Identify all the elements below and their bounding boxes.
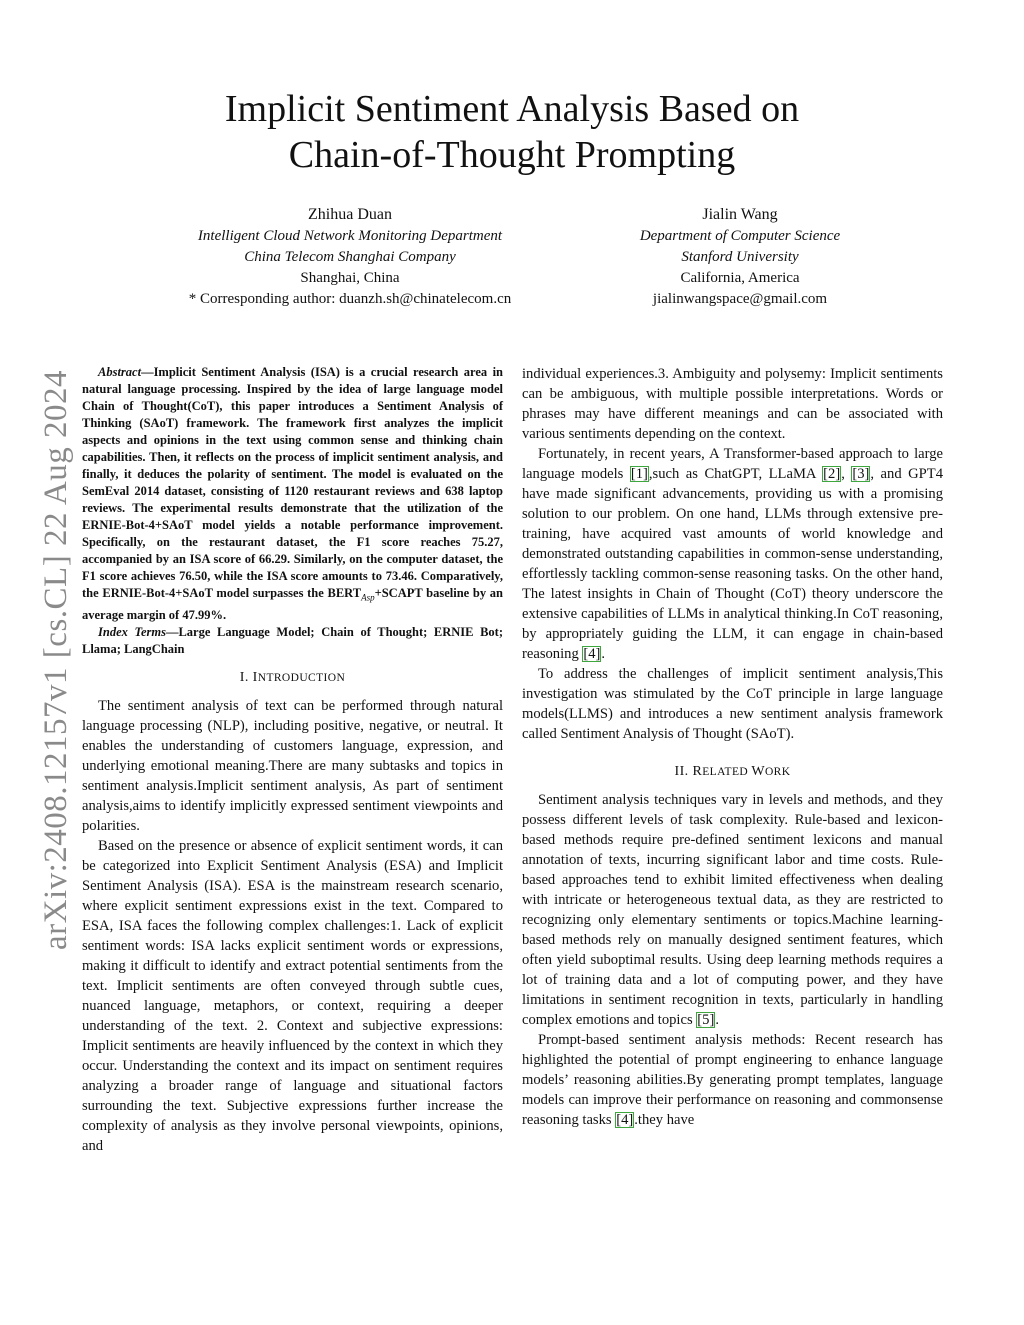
citation-link[interactable]: [4] [616, 1112, 634, 1128]
author-organization: China Telecom Shanghai Company [244, 249, 456, 265]
paper-title [100, 86, 924, 178]
section-heading-related-work [522, 762, 943, 782]
title-line-2: Chain-of-Thought Prompting [288, 134, 736, 176]
left-column [82, 364, 503, 1156]
title-line-1: Implicit Sentiment Analysis Based on [224, 88, 800, 130]
author-block-1 [150, 204, 550, 310]
abstract-label: Abstract [98, 365, 142, 379]
text-run: Sentiment analysis techniques vary in levels and methods, and they possess different levels of task complexity. Rule-based and lexicon-based methods require pre-defined sentiment lexicons and manual annotation of texts, incurring significant labor and time costs. Rule-based approaches tend to exhibit limited effectiveness when dealing with intricate or heterogeneous textual data, as they are restricted to recognizing only elementary sentiments or topics.Machine learning-based methods rely on manually designed sentiment features, which often yield suboptimal results. Using deep learning methods requires a lot of training data and a lot of computing power, and they have limitations in sentiment recognition in texts, particularly in handling complex emotions and topics [522, 792, 943, 1028]
citation-link[interactable]: [3] [852, 466, 870, 482]
author-name: Jialin Wang [702, 206, 778, 223]
text-run: ,such as ChatGPT, LLaMA [648, 466, 823, 482]
paragraph: individual experiences.3. Ambiguity and polysemy: Implicit sentiments can be ambiguous, with multiple possible interpretations. Words or phrases may have different meanings and can be associated with various sentiments depending on the context. [522, 366, 943, 442]
section-number: II. [674, 764, 693, 779]
author-location: California, America [680, 270, 800, 286]
author-email: jialinwangspace@gmail.com [652, 291, 828, 307]
text-run: Fortunately, in recent years, A Transformer-based approach to large language models [522, 446, 943, 482]
citation-link[interactable]: [1] [630, 466, 648, 482]
index-terms-text: —Large Language Model; Chain of Thought; ERNIE Bot; Llama; LangChain [82, 624, 503, 656]
text-run: Prompt-based sentiment analysis methods: Recent research has highlighted the potential of prompt engineering to enhance language models’ reasoning abilities.By generating prompt templates, language models can improve their performance on reasoning and commonsense reasoning tasks [522, 1032, 943, 1128]
paragraph [522, 444, 943, 664]
section-number: I. [239, 669, 253, 685]
citation-link[interactable]: [4] [583, 646, 601, 662]
arxiv-identifier: arXiv:2408.12157v1 [cs.CL] 22 Aug 2024 [38, 370, 74, 950]
author-block-2 [580, 204, 900, 310]
paragraph [522, 1030, 943, 1130]
abstract-text: —Implicit Sentiment Analysis (ISA) is a crucial research area in natural language processing. Inspired by the idea of large language model Chain of Thought(CoT), this paper introduces a Sentiment Analysis of Thinking (SAoT) framework. The framework first analyzes the implicit aspects and opinions in the text using common sense and thinking chain capabilities. Then, it reflects on the process of implicit sentiment analysis, and finally, it deduces the polarity of sentiment. The model is evaluated on the SemEval 2014 dataset, consisting of 1120 restaurant reviews and 638 laptop reviews. The experimental results demonstrate that the utilization of the ERNIE-Bot-4+SAoT model yields a notable performance improvement. Specifically, on the restaurant dataset, the F1 score reaches 75.27, accompanied by an ISA score of 66.29. Similarly, on the computer dataset, the F1 score achieves 76.50, while the ISA score amounts to 73.46. Comparatively, the ERNIE-Bot-4+SAoT model surpasses the BERT [82, 365, 503, 600]
section-rest: NTRODUCTION [257, 671, 346, 684]
abstract-subscript: Asp [361, 592, 375, 603]
text-run: , [841, 466, 852, 482]
section-rest: ELATED [702, 766, 752, 778]
text-run: . [601, 646, 606, 662]
text-run: .they have [634, 1112, 695, 1128]
index-terms-label: Index Terms [98, 624, 166, 639]
text-run: , and GPT4 have made significant advancements, providing us with a promising solution to our problem. On one hand, LLMs through extensive pre-training, have acquired vast amounts of world knowledge and demonstrated outstanding capabilities in common-sense understanding, effortlessly tackling common-sense reasoning tasks. On the other hand, The latest insights in Chain of Thought (CoT) theory underscore the extensive capabilities of LLMs in analytical thinking.In CoT reasoning, by appropriately guiding the LLM, it can engage in chain-based reasoning [522, 466, 943, 662]
section-rest: ORK [764, 766, 791, 778]
section-cap: R [692, 764, 703, 779]
right-column [522, 364, 943, 1130]
author-location: Shanghai, China [300, 270, 400, 286]
abstract [82, 364, 503, 624]
index-terms [82, 624, 503, 658]
section-heading-introduction [82, 668, 503, 688]
citation-link[interactable]: [5] [697, 1012, 715, 1028]
author-email: * Corresponding author: duanzh.sh@chinatelecom.cn [188, 291, 512, 307]
author-organization: Stanford University [681, 249, 799, 265]
paragraph: The sentiment analysis of text can be performed through natural language processing (NLP), including positive, negative, or neutral. It enables the understanding of customers language, expression, and underlying emotional meaning.There are many subtasks and topics in sentiment analysis.Implicit sentiment analysis, As part of sentiment analysis,aims to identify implicitly expressed sentiment viewpoints and polarities. [82, 697, 503, 834]
author-name: Zhihua Duan [308, 206, 392, 223]
abstract-tail: +SCAPT baseline by an average margin of 47.99%. [82, 586, 503, 622]
arxiv-sidebar [8, 350, 74, 950]
paragraph [522, 790, 943, 1030]
author-department: Department of Computer Science [639, 228, 841, 244]
paragraph: Based on the presence or absence of explicit sentiment words, it can be categorized into Explicit Sentiment Analysis (ESA) and Implicit Sentiment Analysis (ISA). ESA is the mainstream research scenario, where explicit sentiment expressions exist in the text. Compared to ESA, ISA faces the following complex challenges:1. Lack of explicit sentiment words: ISA lacks explicit sentiment words or expressions, making it difficult to identify and extract potential sentiments from the text. Implicit sentiments are often conveyed through subtle cues, nuanced language, metaphors, or context, requiring a deeper understanding of the text. 2. Context and subjective expressions: Implicit sentiments are heavily influenced by the context in which they occur. Understanding the context and its impact on sentiment requires analyzing a broader range of language and situational factors surrounding the text. Subjective expressions further increase the complexity of analysis as they involve personal viewpoints, opinions, and [82, 837, 503, 1154]
author-department: Intelligent Cloud Network Monitoring Department [197, 228, 503, 244]
citation-link[interactable]: [2] [823, 466, 841, 482]
paragraph: To address the challenges of implicit sentiment analysis,This investigation was stimulated by the CoT principle in large language models(LLMS) and introduces a new sentiment analysis framework called Sentiment Analysis of Thought (SAoT). [522, 666, 943, 742]
section-cap: I [252, 669, 258, 685]
section-cap: W [751, 764, 765, 779]
text-run: . [715, 1012, 719, 1028]
